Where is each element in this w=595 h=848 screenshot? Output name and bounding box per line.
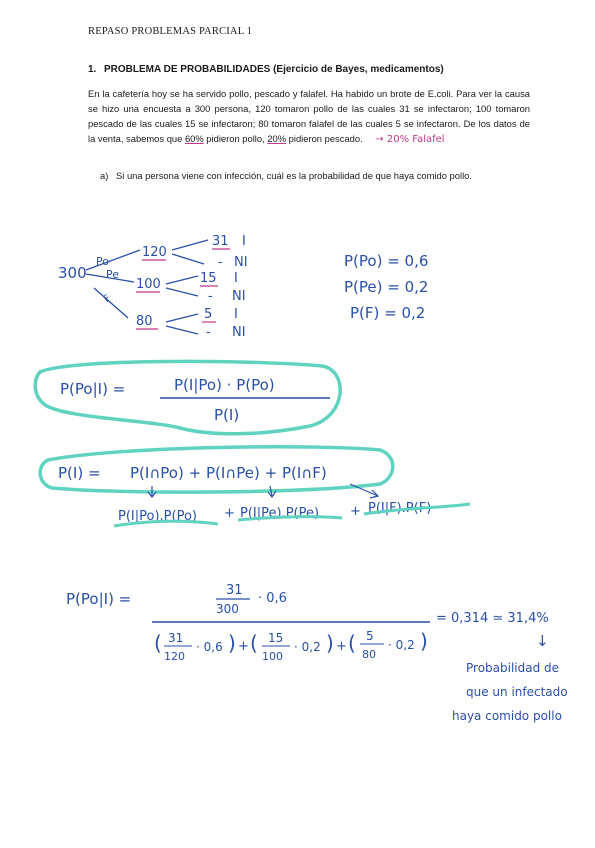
conclusion-line-1: Probabilidad de [466,661,560,675]
conclusion-line-2: que un infectado [466,685,568,699]
arrow-down-icon: ↓ [536,632,549,650]
calc-d3-bottom: 80 [362,648,376,661]
ni-falafel: NI [232,325,246,340]
pct-pollo: 60% [184,133,204,144]
bayes-lhs: P(Po|I) = [60,380,126,398]
paren-close: ) [326,631,334,655]
ni-pescado: NI [232,289,246,304]
total-term3: P(I|F).P(F) [368,501,432,516]
paren-close: ) [228,631,236,655]
branch-label-po: Po [96,255,109,268]
total-lhs: P(I) = [58,464,101,482]
problem-number: 1. [88,64,97,75]
calc-num-frac-bottom: 300 [216,602,239,616]
statement-text: En la cafetería hoy se ha servido pollo, pescado y falafel. Ha habido un brote de E.coli. Para ver la causa se hizo una encuesta a 300 persona, 120 tomaron pollo de las cuales 31 se infectaron; 100 tomaron pescado de las cuales 15 se infectaron; 80 tomaron falafel de las cuales 5 se infectaron. De los datos de la venta, sabemos que [88,88,530,144]
calc-plus2: + [336,639,347,654]
tree-root: 300 [58,264,87,282]
prior-falafel: P(F) = 0,2 [350,304,426,322]
branch-label-pe: Pe [106,268,120,281]
infected-pescado: 15 [200,271,217,286]
dash-falafel: - [206,325,211,340]
priors [344,252,428,322]
bayes-formula [35,361,340,433]
calc-d2-bottom: 100 [262,650,283,663]
problem-title-text: PROBLEMA DE PROBABILIDADES (Ejercicio de Bayes, medicamentos) [104,64,444,75]
calc-plus1: + [238,639,249,654]
total-plus2: + [350,504,361,519]
calculation [66,583,568,723]
calc-num-times: · 0,6 [258,591,287,606]
calc-result: = 0,314 ≃ 31,4% [436,611,549,626]
subbranch-pollo [172,240,208,264]
total-rhs: P(I∩Po) + P(I∩Pe) + P(I∩F) [130,464,327,482]
i-pollo: I [242,234,246,249]
paren-open: ( [348,631,356,655]
calc-lhs: P(Po|I) = [66,590,132,608]
ni-pollo: NI [234,255,248,270]
i-pescado: I [234,271,238,286]
bayes-denominator: P(I) [214,406,240,424]
calc-d2-top: 15 [268,631,284,645]
count-pescado: 100 [136,277,161,292]
calc-d1-bottom: 120 [164,650,185,663]
statement-text-mid: pidieron pollo, [203,133,268,144]
conclusion-line-3: haya comido pollo [452,709,562,723]
count-falafel: 80 [136,314,153,329]
total-plus1: + [224,506,235,521]
paren-open: ( [154,631,162,655]
calc-num-frac-top: 31 [226,583,243,598]
total-probability [40,447,470,526]
count-pollo: 120 [142,245,167,260]
total-term1: P(I|Po).P(Po) [118,509,197,524]
dash-pescado: - [208,289,213,304]
paren-close: ) [420,629,428,653]
subquestion-letter: a) [100,170,109,181]
document-header: REPASO PROBLEMAS PARCIAL 1 [88,26,253,37]
prior-pescado: P(Pe) = 0,2 [344,278,429,296]
infected-falafel: 5 [204,307,213,322]
paren-open: ( [250,631,258,655]
subquestion-text: Si una persona viene con infección, cuál es la probabilidad de que haya comido pollo. [116,170,472,181]
i-falafel: I [234,307,238,322]
calc-d3-times: · 0,2 [388,638,415,652]
calc-d1-top: 31 [168,631,184,645]
branch-label-f: F [101,293,114,306]
calc-d1-times: · 0,6 [196,640,223,654]
statement-text-end: pidieron pescado. [286,133,363,144]
total-term2: P(I|Pe).P(Pe) [240,506,320,521]
pct-pescado: 20% [267,133,287,144]
probability-tree [58,234,248,340]
subbranch-pescado [166,276,198,296]
infected-pollo: 31 [212,234,229,249]
prior-pollo: P(Po) = 0,6 [344,252,429,270]
branch-line-po [86,250,140,270]
falafel-annotation: → 20% Falafel [375,134,445,145]
calc-d2-times: · 0,2 [294,640,321,654]
calc-d3-top: 5 [366,629,374,643]
dash-pollo: - [218,255,223,270]
subbranch-falafel [166,314,198,334]
bayes-numerator: P(I|Po) · P(Po) [174,376,275,394]
